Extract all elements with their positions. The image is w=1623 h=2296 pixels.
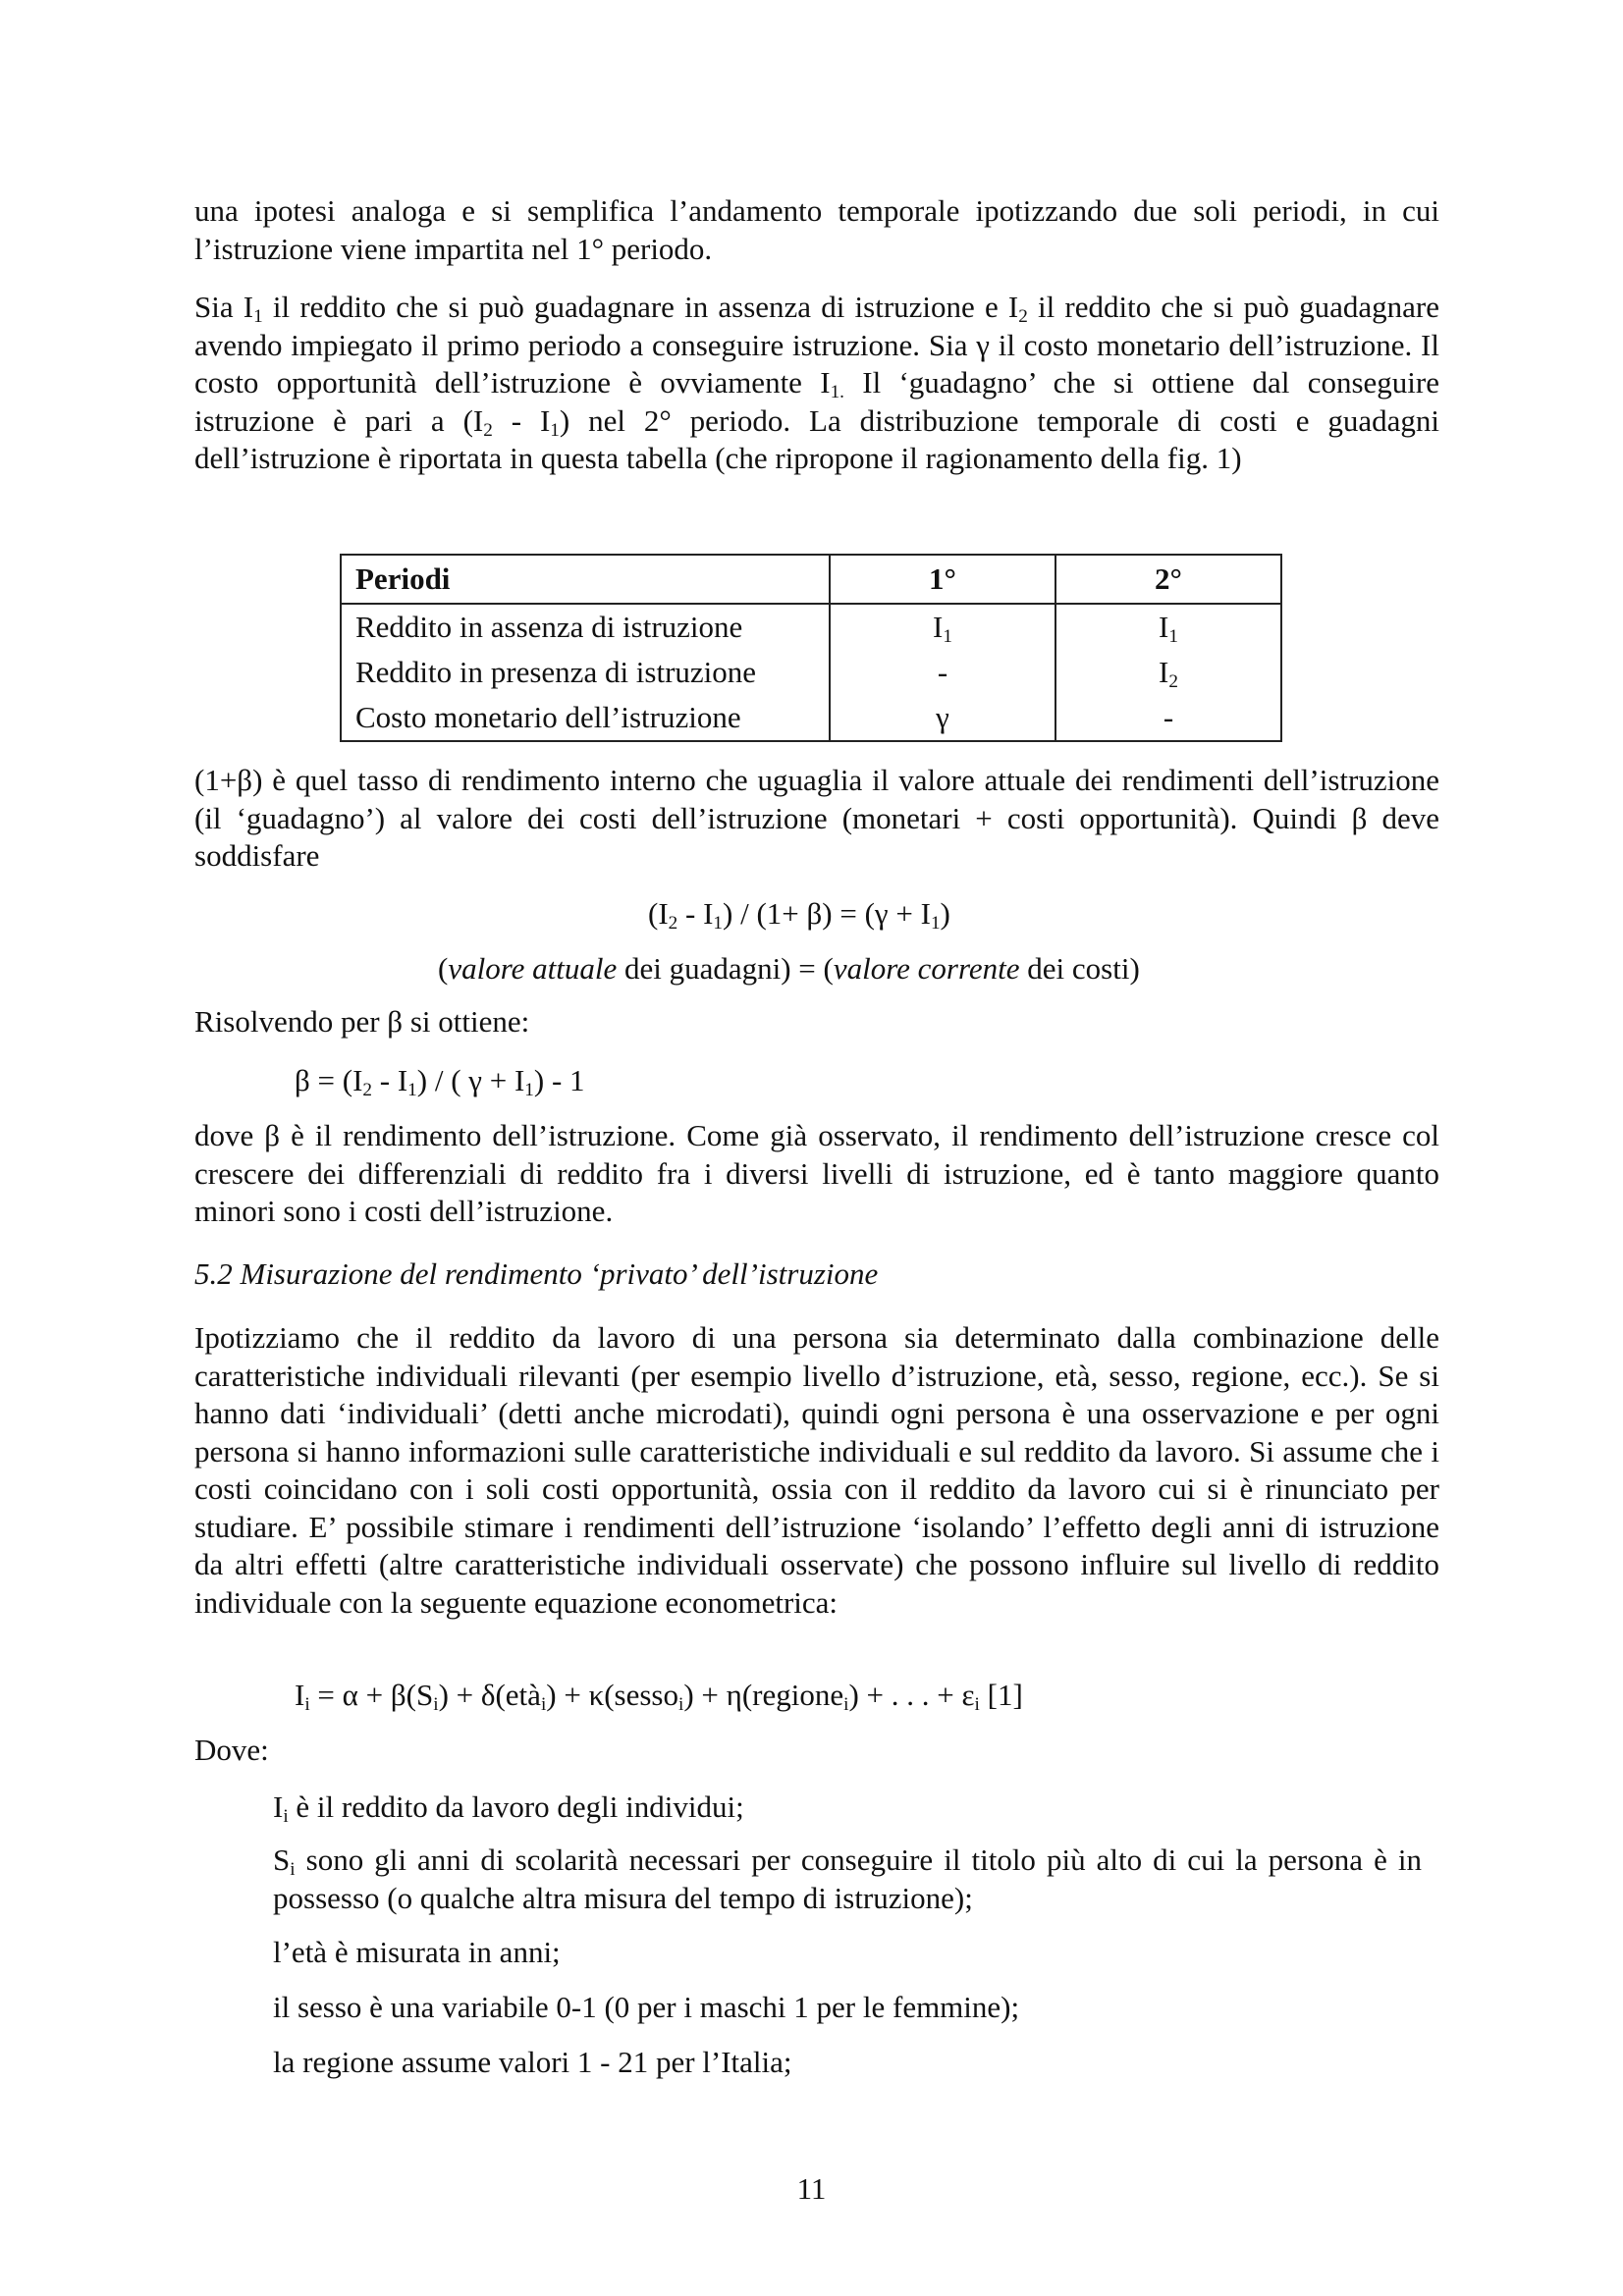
table-cell: Reddito in presenza di istruzione [341,650,830,695]
table-cell: $I_1$ [830,604,1055,650]
formula-caption: (valore attuale dei guadagni) = (valore corrente dei costi) [438,951,1140,986]
paragraph-intro: una ipotesi analoga e si semplifica l’andamento temporale ipotizzando due soli periodi, in cui l’istruzione viene impartita nel 1° periodo. [194,193,1439,266]
table-row [341,650,1281,695]
definition-schooling: $S_i$ sono gli anni di scolarità necessari per conseguire il titolo più alto di cui la persona è in possesso (o qualche altra misura del tempo di istruzione); [273,1842,1422,1915]
table-cell: Reddito in assenza di istruzione [341,604,830,650]
table-cell: Costo monetario dell’istruzione [341,695,830,741]
paragraph-definitions-income: Sia $I_1$ il reddito che si può guadagnare in assenza di istruzione e $I_2$ il reddito che si può guadagnare avendo impiegato il primo periodo a conseguire istruzione. Sia γ il costo monetario dell’istruzione. Il costo opportunità dell’istruzione è ovviamente $I_{1.}$ Il ‘guadagno’ che si ottiene dal conseguire istruzione è pari a $(I_2 - I_1)$ nel 2° periodo. La distribuzione temporale di costi e guadagni dell’istruzione è riportata in questa tabella (che ripropone il ragionamento della fig. 1) [194,290,1440,475]
paragraph-beta-explanation: dove β è il rendimento dell’istruzione. Come già osservato, il rendimento dell’istruzione cresce col crescere dei differenziali di reddito fra i diversi livelli di istruzione, ed è tanto maggiore quanto minori sono i costi dell’istruzione. [194,1118,1439,1228]
table-header-cell: 1° [830,555,1055,604]
equation-earnings: $I_i = \alpha + \beta(S_i)$ + δ(età$_i$) + κ(sesso$_i$) + η(regione$_i$) + . . . + $\varepsilon_i$ [1] [295,1678,1023,1715]
paragraph-hypothesis: Ipotizziamo che il reddito da lavoro di una persona sia determinato dalla combinazione delle caratteristiche individuali rilevanti (per esempio livello d’istruzione, età, sesso, regione, ecc.). Se si hanno dati ‘individuali’ (detti anche microdati), quindi ogni persona è una osservazione e per ogni persona si hanno informazioni sulle caratteristiche individuali e sul reddito da lavoro. Si assume che i costi coincidano con i soli costi opportunità, ossia con il reddito da lavoro cui si è rinunciato per studiare. E’ possibile stimare i rendimenti dell’istruzione ‘isolando’ l’effetto degli anni di istruzione da altri effetti (altre caratteristiche individuali osservate) che possono influire sul livello di reddito individuale con la seguente equazione econometrica: [194,1320,1439,1620]
table-header-cell: 2° [1055,555,1281,604]
definition-age: l’età è misurata in anni; [273,1935,561,1969]
page-number: 11 [796,2171,827,2206]
periods-table [340,554,1282,742]
section-heading: 5.2 Misurazione del rendimento ‘privato’ dell’istruzione [194,1256,879,1291]
formula-equality: $(I_2 - I_1) / (1+ \beta) = (\gamma + I_1)$ [648,896,950,934]
formula-beta: $\beta = (I_2 - I_1)$ / ( $\gamma + I_1) - 1$ [295,1063,585,1100]
table-row [341,604,1281,650]
table-cell: $I_2$ [1055,650,1281,695]
definition-income: $I_i$ è il reddito da lavoro degli individui; [273,1789,744,1827]
table-header-row [341,555,1281,604]
definition-sex: il sesso è una variabile 0-1 (0 per i maschi 1 per le femmine); [273,1990,1020,2024]
paragraph-internal-rate: (1+β) è quel tasso di rendimento interno che uguaglia il valore attuale dei rendimenti dell’istruzione (il ‘guadagno’) al valore dei costi dell’istruzione (monetari + costi opportunità). Quindi β deve soddisfare [194,763,1439,873]
table-cell: - [830,650,1055,695]
table-row [341,695,1281,741]
table-cell: $I_1$ [1055,604,1281,650]
table-cell: - [1055,695,1281,741]
table-cell: γ [830,695,1055,741]
text-dove: Dove: [194,1733,269,1767]
text-risolvendo: Risolvendo per β si ottiene: [194,1004,530,1039]
table-header-cell: Periodi [341,555,830,604]
definition-region: la regione assume valori 1 - 21 per l’Italia; [273,2045,792,2079]
